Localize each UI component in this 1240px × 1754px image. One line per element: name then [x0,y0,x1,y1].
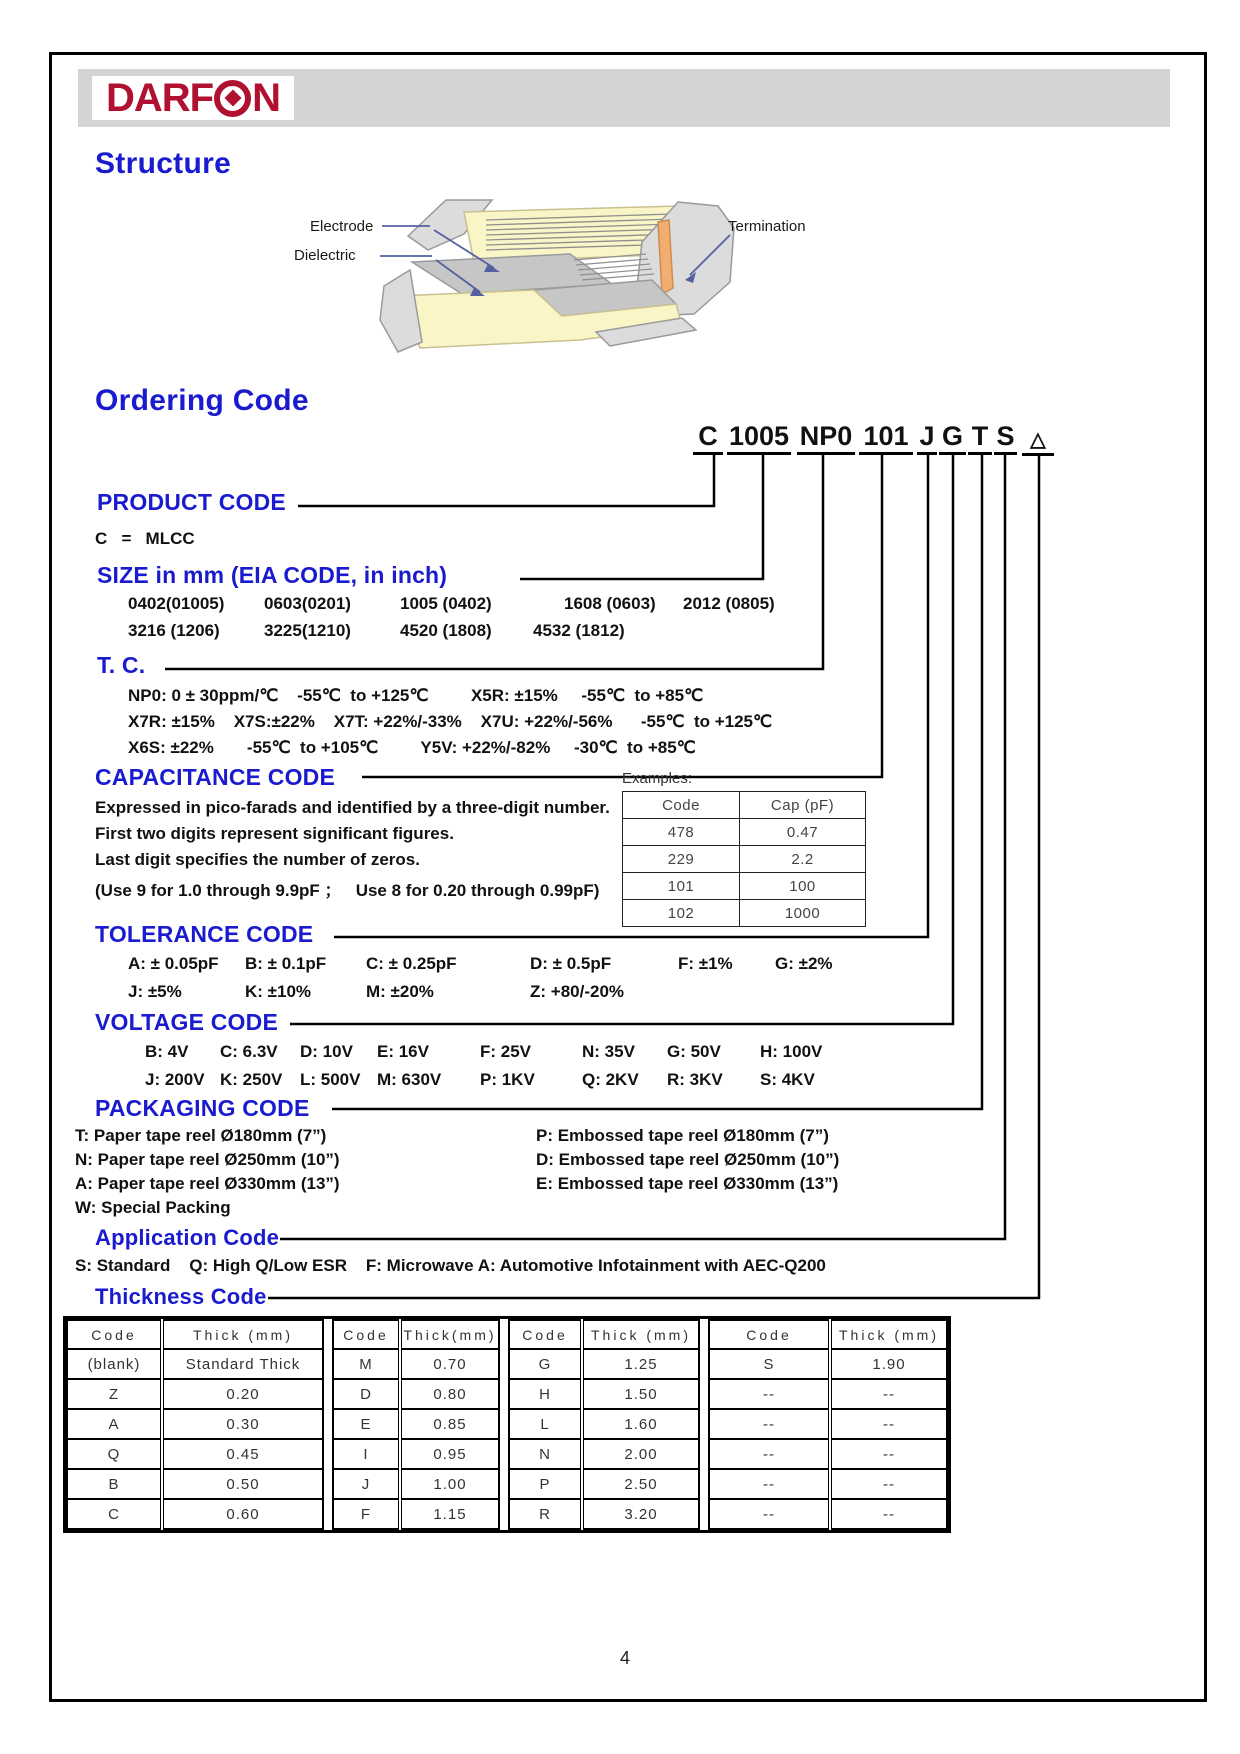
table-row [509,1499,699,1529]
table-cell: M [333,1349,400,1379]
tc-heading: T. C. [97,652,146,678]
thickness-table-1 [66,1319,324,1530]
code-group-thickness: △ [1022,422,1054,456]
size-item: 2012 (0805) [683,594,775,613]
column-header: Code [509,1320,582,1349]
table-cell: Q [67,1439,162,1469]
table-cell: Standard Thick [162,1349,323,1379]
electrode-label: Electrode [310,218,374,235]
voltage-item: P: 1KV [480,1070,535,1089]
examples-label: Examples: [622,770,693,787]
mlcc-structure-diagram [280,180,830,375]
column-header: Code [709,1320,830,1349]
table-row [709,1499,947,1529]
packaging-left-column [75,1126,340,1222]
column-header: Thick(mm) [400,1320,499,1349]
size-item: 0402(01005) [128,594,225,613]
table-row [333,1349,499,1379]
voltage-heading: VOLTAGE CODE [95,1009,278,1035]
packaging-item: E: Embossed tape reel Ø330mm (13”) [536,1174,839,1193]
table-cell: 0.70 [400,1349,499,1379]
table-cell: 1.90 [830,1349,947,1379]
table-cell: -- [830,1409,947,1439]
logo-diamond-o-icon [214,80,251,117]
table-cell: C [67,1499,162,1529]
mlcc-left-termination [380,270,422,352]
ordering-code-title: Ordering Code [95,384,309,417]
page-number: 4 [619,1648,630,1668]
code-group-packaging: T [968,422,992,455]
product-code-line: C = MLCC [95,529,195,548]
table-row [333,1499,499,1529]
table-cell: -- [709,1469,830,1499]
table-row [333,1469,499,1499]
capacitance-line: (Use 9 for 1.0 through 9.9pF ； Use 8 for 0.20 through 0.99pF) [95,881,600,900]
table-cell: 1.50 [582,1379,699,1409]
packaging-item: D: Embossed tape reel Ø250mm (10”) [536,1150,840,1169]
table-cell: J [333,1469,400,1499]
table-row [623,819,866,846]
table-cell: 1.60 [582,1409,699,1439]
table-cell: 0.60 [162,1499,323,1529]
tolerance-item: B: ± 0.1pF [245,954,327,973]
code-group-size: 1005 [727,422,791,455]
table-cell: A [67,1409,162,1439]
column-header: Code [333,1320,400,1349]
code-group-tc: NP0 [797,422,855,455]
table-row [333,1439,499,1469]
table-cell: 0.20 [162,1379,323,1409]
table-cell: I [333,1439,400,1469]
column-header: Thick (mm) [582,1320,699,1349]
table-row [709,1379,947,1409]
tolerance-item: C: ± 0.25pF [366,954,457,973]
voltage-item: G: 50V [667,1042,721,1061]
table-cell: 478 [623,819,740,846]
application-heading: Application Code [95,1225,280,1250]
tolerance-item: D: ± 0.5pF [530,954,612,973]
capacitance-line: Expressed in pico-farads and identified by a three-digit number. [95,798,610,817]
tolerance-item: A: ± 0.05pF [128,954,219,973]
size-item: 0603(0201) [264,594,351,613]
column-header: Thick (mm) [162,1320,323,1349]
capacitance-examples-table [622,791,866,927]
size-item: 4532 (1812) [533,621,625,640]
tolerance-item: M: ±20% [366,982,434,1001]
column-header: Code [67,1320,162,1349]
table-cell: S [709,1349,830,1379]
table-row [67,1469,323,1499]
size-item: 4520 (1808) [400,621,492,640]
table-cell: 2.2 [740,846,866,873]
table-row [509,1349,699,1379]
table-cell: L [509,1409,582,1439]
table-header-row [709,1320,947,1349]
column-header: Thick (mm) [830,1320,947,1349]
table-row [333,1379,499,1409]
tc-line: X7R: ±15% X7S:±22% X7T: +22%/-33% X7U: +22%/-56% -55℃ to +125℃ [128,712,773,731]
table-cell: H [509,1379,582,1409]
termination-label: Termination [728,218,806,235]
thickness-heading: Thickness Code [95,1284,267,1309]
capacitance-line: Last digit specifies the number of zeros. [95,850,420,869]
table-cell: 2.50 [582,1469,699,1499]
table-cell: B [67,1469,162,1499]
packaging-item: T: Paper tape reel Ø180mm (7”) [75,1126,327,1145]
table-cell: 0.47 [740,819,866,846]
table-cell: 2.00 [582,1439,699,1469]
table-cell: R [509,1499,582,1529]
table-row [67,1349,323,1379]
thickness-table-2 [332,1319,500,1530]
table-cell: 102 [623,900,740,927]
thickness-table-3 [508,1319,700,1530]
table-row [623,900,866,927]
tolerance-item: Z: +80/-20% [530,982,625,1001]
capacitance-heading: CAPACITANCE CODE [95,764,336,790]
table-cell: 0.50 [162,1469,323,1499]
table-cell: G [509,1349,582,1379]
structure-title: Structure [95,147,232,180]
voltage-item: N: 35V [582,1042,635,1061]
table-cell: -- [830,1379,947,1409]
column-header: Cap (pF) [740,792,866,819]
table-cell: 229 [623,846,740,873]
code-group-capacitance: 101 [859,422,913,455]
table-row [709,1349,947,1379]
packaging-right-column [536,1126,839,1198]
tolerance-item: J: ±5% [128,982,182,1001]
tolerance-heading: TOLERANCE CODE [95,921,314,947]
table-row [509,1439,699,1469]
voltage-item: J: 200V [145,1070,205,1089]
table-cell: 0.95 [400,1439,499,1469]
table-row [623,846,866,873]
voltage-item: F: 25V [480,1042,532,1061]
packaging-item: A: Paper tape reel Ø330mm (13”) [75,1174,340,1193]
table-cell: 100 [740,873,866,900]
table-row [709,1439,947,1469]
product-code-heading: PRODUCT CODE [97,489,286,515]
table-cell: -- [830,1469,947,1499]
table-cell: (blank) [67,1349,162,1379]
table-cell: E [333,1409,400,1439]
table-row [67,1499,323,1529]
voltage-item: Q: 2KV [582,1070,639,1089]
table-header-row [623,792,866,819]
voltage-item: S: 4KV [760,1070,815,1089]
table-cell: 101 [623,873,740,900]
logo-text-suffix: N [252,75,280,120]
voltage-item: L: 500V [300,1070,361,1089]
table-row [333,1409,499,1439]
voltage-item: D: 10V [300,1042,353,1061]
packaging-heading: PACKAGING CODE [95,1095,310,1121]
table-row [509,1379,699,1409]
tc-line: NP0: 0 ± 30ppm/℃ -55℃ to +125℃ X5R: ±15% -55℃ to +85℃ [128,686,704,705]
table-row [709,1409,947,1439]
table-cell: 1.15 [400,1499,499,1529]
table-cell: 0.30 [162,1409,323,1439]
table-cell: F [333,1499,400,1529]
table-header-row [67,1320,323,1349]
size-item: 1608 (0603) [564,594,656,613]
tolerance-item: K: ±10% [245,982,312,1001]
table-cell: 1.25 [582,1349,699,1379]
logo-text-prefix: DARF [106,75,214,120]
capacitance-line: First two digits represent significant figures. [95,824,454,843]
voltage-item: M: 630V [377,1070,442,1089]
voltage-item: B: 4V [145,1042,189,1061]
code-group-product: C [693,422,723,455]
header-banner [78,69,1170,127]
code-group-tolerance: J [917,422,937,455]
table-cell: -- [709,1409,830,1439]
column-header: Code [623,792,740,819]
table-cell: -- [830,1439,947,1469]
voltage-item: C: 6.3V [220,1042,278,1061]
table-row [509,1469,699,1499]
table-cell: -- [830,1499,947,1529]
table-row [67,1409,323,1439]
thickness-table-4 [708,1319,948,1530]
packaging-item: P: Embossed tape reel Ø180mm (7”) [536,1126,829,1145]
code-group-voltage: G [939,422,966,455]
size-item: 3225(1210) [264,621,351,640]
thickness-table-group [63,1316,951,1533]
size-item: 3216 (1206) [128,621,220,640]
size-heading: SIZE in mm (EIA CODE, in inch) [97,562,448,588]
table-cell: 1000 [740,900,866,927]
table-row [509,1409,699,1439]
voltage-item: R: 3KV [667,1070,723,1089]
application-line: S: Standard Q: High Q/Low ESR F: Microwave A: Automotive Infotainment with AEC-Q200 [75,1256,826,1275]
voltage-item: H: 100V [760,1042,823,1061]
table-row [623,873,866,900]
table-cell: 0.45 [162,1439,323,1469]
tolerance-item: G: ±2% [775,954,833,973]
packaging-item: N: Paper tape reel Ø250mm (10”) [75,1150,340,1169]
table-cell: N [509,1439,582,1469]
tc-line: X6S: ±22% -55℃ to +105℃ Y5V: +22%/-82% -30℃ to +85℃ [128,738,696,757]
table-cell: -- [709,1439,830,1469]
table-header-row [509,1320,699,1349]
voltage-item: E: 16V [377,1042,429,1061]
table-cell: Z [67,1379,162,1409]
table-row [709,1469,947,1499]
table-header-row [333,1320,499,1349]
packaging-item: W: Special Packing [75,1198,231,1217]
table-cell: 3.20 [582,1499,699,1529]
darfon-logo [92,76,294,120]
table-cell: 0.80 [400,1379,499,1409]
size-item: 1005 (0402) [400,594,492,613]
table-cell: -- [709,1379,830,1409]
table-row [67,1439,323,1469]
table-cell: P [509,1469,582,1499]
code-group-application: S [994,422,1017,455]
table-row [67,1379,323,1409]
tolerance-item: F: ±1% [678,954,733,973]
table-cell: D [333,1379,400,1409]
table-cell: -- [709,1499,830,1529]
voltage-item: K: 250V [220,1070,283,1089]
table-cell: 0.85 [400,1409,499,1439]
table-cell: 1.00 [400,1469,499,1499]
dielectric-label: Dielectric [294,247,356,264]
